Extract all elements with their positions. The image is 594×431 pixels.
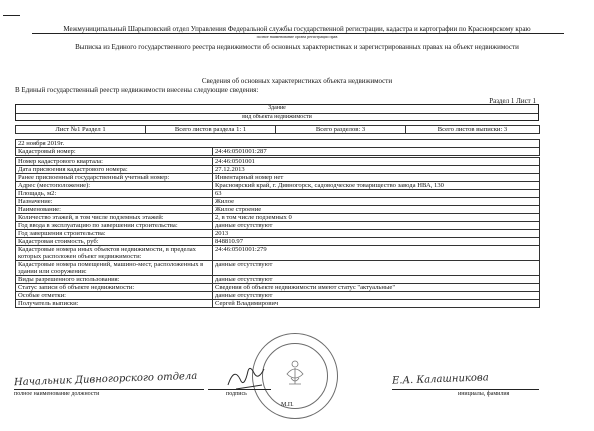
document-date: 22 ноября 2019г. [16,140,540,148]
row-label: Кадастровые номера иных объектов недвижимости, в пределах которых расположен объект недвижимости: [16,246,213,261]
table-row [16,214,540,222]
sheets-in-section: Всего листов раздела 1: 1 [146,126,276,134]
row-value: Жилое [213,198,540,206]
row-value: данные отсутствуют [213,222,540,230]
row-label: Получатель выписки: [16,300,213,308]
position-line [14,389,204,390]
table-row [16,300,540,308]
table-row [16,238,540,246]
table-row [16,292,540,300]
row-label: Площадь, м2: [16,190,213,198]
object-type: Здание [268,105,286,111]
row-value: 2013 [213,230,540,238]
office-name: Межмуниципальный Шарыповский отдел Управления Федеральной службы государственной регистрации, кадастра и картографии по Красноярскому краю [63,25,531,33]
row-label: Дата присвоения кадастрового номера: [16,166,213,174]
section-reference: Раздел 1 Лист 1 [489,97,536,105]
object-type-caption: вид объекта недвижимости [242,114,312,120]
office-caption: полное наименование органа регистрации прав [256,34,338,39]
row-value: Жилое строение [213,206,540,214]
row-label: Кадастровые номера помещений, машино-мест, расположенных в здании или сооружении: [16,261,213,276]
row-label: Номер кадастрового квартала: [16,158,213,166]
section-heading: Сведения об основных характеристиках объекта недвижимости [201,77,393,85]
row-value: 27.12.2013 [213,166,540,174]
position-caption: полное наименование должности [14,391,100,397]
table-row [16,174,540,182]
name-caption: инициалы, фамилия [458,391,510,397]
name-line [392,389,539,390]
object-type-box [15,104,539,121]
row-value: Красноярский край, г. Дивногорск, садоводческое товарищество завода НВА, 130 [213,182,540,190]
cad-number-label: Кадастровый номер: [16,148,213,156]
cad-number-value: 24:46:0501001:287 [213,148,540,156]
row-label: Назначение: [16,198,213,206]
date-cadastral-table [15,139,540,156]
table-row [16,190,540,198]
table-row [16,222,540,230]
row-label: Год завершения строительства: [16,230,213,238]
table-row [16,284,540,292]
row-label: Ранее присвоенный государственный учетный номер: [16,174,213,182]
signature-caption: подпись [226,391,247,397]
characteristics-table [15,157,540,308]
row-value: Сергей Владимирович [213,300,540,308]
table-row [16,182,540,190]
table-row [16,206,540,214]
row-value: Сведения об объекте недвижимости имеют статус "актуальные" [213,284,540,292]
stamp-caption: М.П. [281,402,294,408]
table-row [16,166,540,174]
row-value: данные отсутствуют [213,276,540,284]
table-row [16,198,540,206]
row-label: Особые отметки: [16,292,213,300]
row-label: Наименование: [16,206,213,214]
row-value: Инвентарный номер нет [213,174,540,182]
row-value: данные отсутствуют [213,292,540,300]
row-value: данные отсутствуют [213,261,540,276]
row-value: 63 [213,190,540,198]
row-label: Кадастровая стоимость, руб: [16,238,213,246]
row-value: 24:46:0501001 [213,158,540,166]
position-handwritten: Начальник Дивногорского отдела [13,370,198,389]
row-value: 24:46:0501001:279 [213,246,540,261]
row-label: Статус записи об объекте недвижимости: [16,284,213,292]
sheets-total: Всего листов выписки: 3 [406,126,540,134]
table-row [16,246,540,261]
corner-mark [3,15,20,16]
row-label: Год ввода в эксплуатацию по завершении строительства: [16,222,213,230]
row-label: Адрес (местоположение): [16,182,213,190]
document-title: Выписка из Единого государственного реестра недвижимости об основных характеристиках и зарегистрированных правах на объект недвижимости [75,43,519,51]
sheet-info-table [15,125,540,134]
table-row [16,276,540,284]
name-handwritten: Е.А. Калашникова [391,372,489,387]
row-label: Виды разрешенного использования: [16,276,213,284]
row-value: 848810.97 [213,238,540,246]
row-value: 2, в том числе подземных 0 [213,214,540,222]
table-row [16,158,540,166]
table-row [16,261,540,276]
table-row [16,230,540,238]
section-subheading: В Единый государственный реестр недвижимости внесены следующие сведения: [15,86,259,94]
handwritten-signature-icon [222,365,272,391]
signature-line [208,389,271,390]
sections-count: Всего разделов: 3 [276,126,406,134]
row-label: Количество этажей, в том числе подземных этажей: [16,214,213,222]
sheet-number: Лист №1 Раздел 1 [16,126,146,134]
